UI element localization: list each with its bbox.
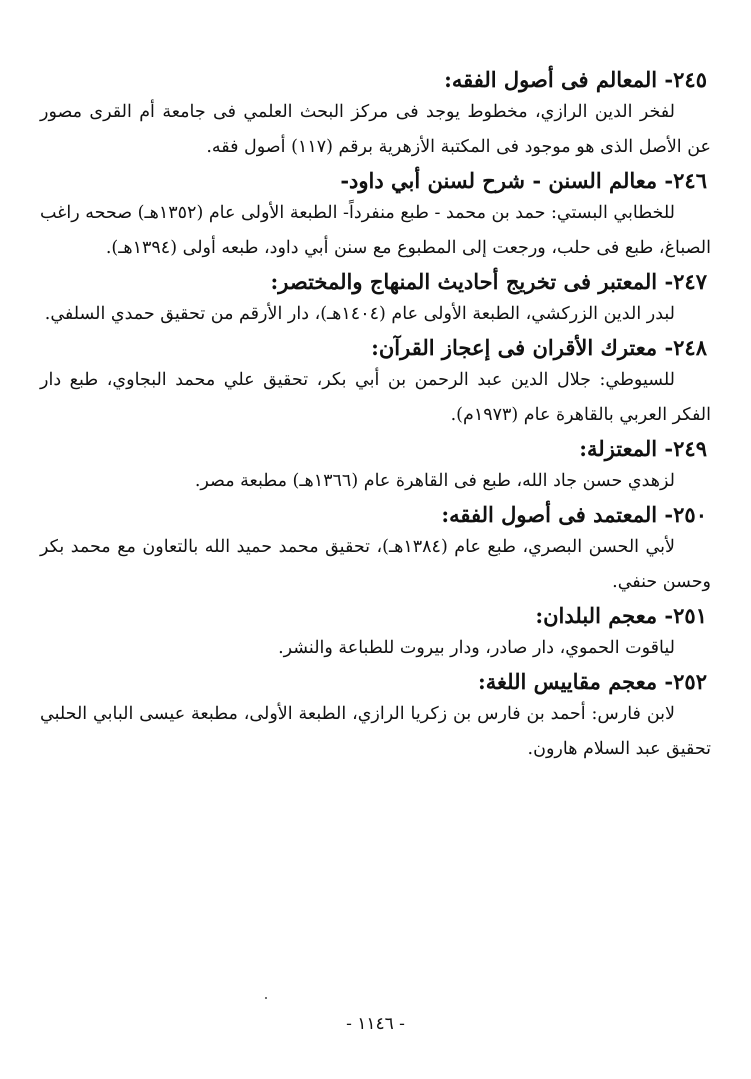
entry-body: لابن فارس: أحمد بن فارس بن زكريا الرازي، الطبعة الأولى، مطبعة عيسى البابي الحلبي تحقيق عبد السلام هارون.	[40, 704, 711, 759]
entry-245	[40, 64, 711, 165]
page-content	[40, 64, 711, 1079]
entry-body: لبدر الدين الزركشي، الطبعة الأولى عام (١٤٠٤هـ)، دار الأرقم من تحقيق حمدي السلفي.	[44, 304, 675, 324]
page-number: - ١١٤٦ -	[346, 1014, 405, 1034]
entry-body: لياقوت الحموي، دار صادر، ودار بيروت للطباعة والنشر.	[278, 638, 675, 658]
entry-250	[40, 499, 711, 600]
entry-body: لأبي الحسن البصري، طبع عام (١٣٨٤هـ)، تحقيق محمد حميد الله بالتعاون مع محمد بكر وحسن حنفي.	[40, 537, 711, 592]
entry-252	[40, 666, 711, 767]
scan-speck	[265, 997, 267, 999]
entry-heading: ٢٥٢- معجم مقاييس اللغة:	[478, 669, 707, 694]
entry-heading: ٢٥٠- المعتمد فى أصول الفقه:	[441, 502, 707, 527]
entry-heading: ٢٤٥- المعالم فى أصول الفقه:	[444, 67, 707, 92]
entry-body: للسيوطي: جلال الدين عبد الرحمن بن أبي بكر، تحقيق علي محمد البجاوي، طبع دار الفكر العربي بالقاهرة عام (١٩٧٣م).	[40, 370, 711, 425]
entry-body: لفخر الدين الرازي، مخطوط يوجد فى مركز البحث العلمي فى جامعة أم القرى مصور عن الأصل الذى هو موجود فى المكتبة الأزهرية برقم (١١٧) أصول فقه.	[40, 102, 711, 157]
entry-248	[40, 332, 711, 433]
entry-body: لزهدي حسن جاد الله، طبع فى القاهرة عام (١٣٦٦هـ) مطبعة مصر.	[194, 471, 675, 491]
entry-heading: ٢٥١- معجم البلدان:	[535, 603, 707, 628]
entry-heading: ٢٤٨- معترك الأقران فى إعجاز القرآن:	[371, 335, 707, 360]
entry-251	[40, 600, 711, 666]
entry-249	[40, 433, 711, 499]
entry-heading: ٢٤٩- المعتزلة:	[579, 436, 707, 461]
entry-heading: ٢٤٧- المعتبر فى تخريج أحاديث المنهاج والمختصر:	[270, 269, 707, 294]
entry-247	[40, 266, 711, 332]
entry-246	[40, 165, 711, 266]
entry-heading: ٢٤٦- معالم السنن - شرح لسنن أبي داود-	[340, 168, 707, 193]
entry-body: للخطابي البستي: حمد بن محمد - طبع منفرداً- الطبعة الأولى عام (١٣٥٢هـ) صححه راغب الصباغ، طبع فى حلب، ورجعت إلى المطبوع مع سنن أبي داود، طبعه أولى (١٣٩٤هـ).	[40, 203, 711, 258]
